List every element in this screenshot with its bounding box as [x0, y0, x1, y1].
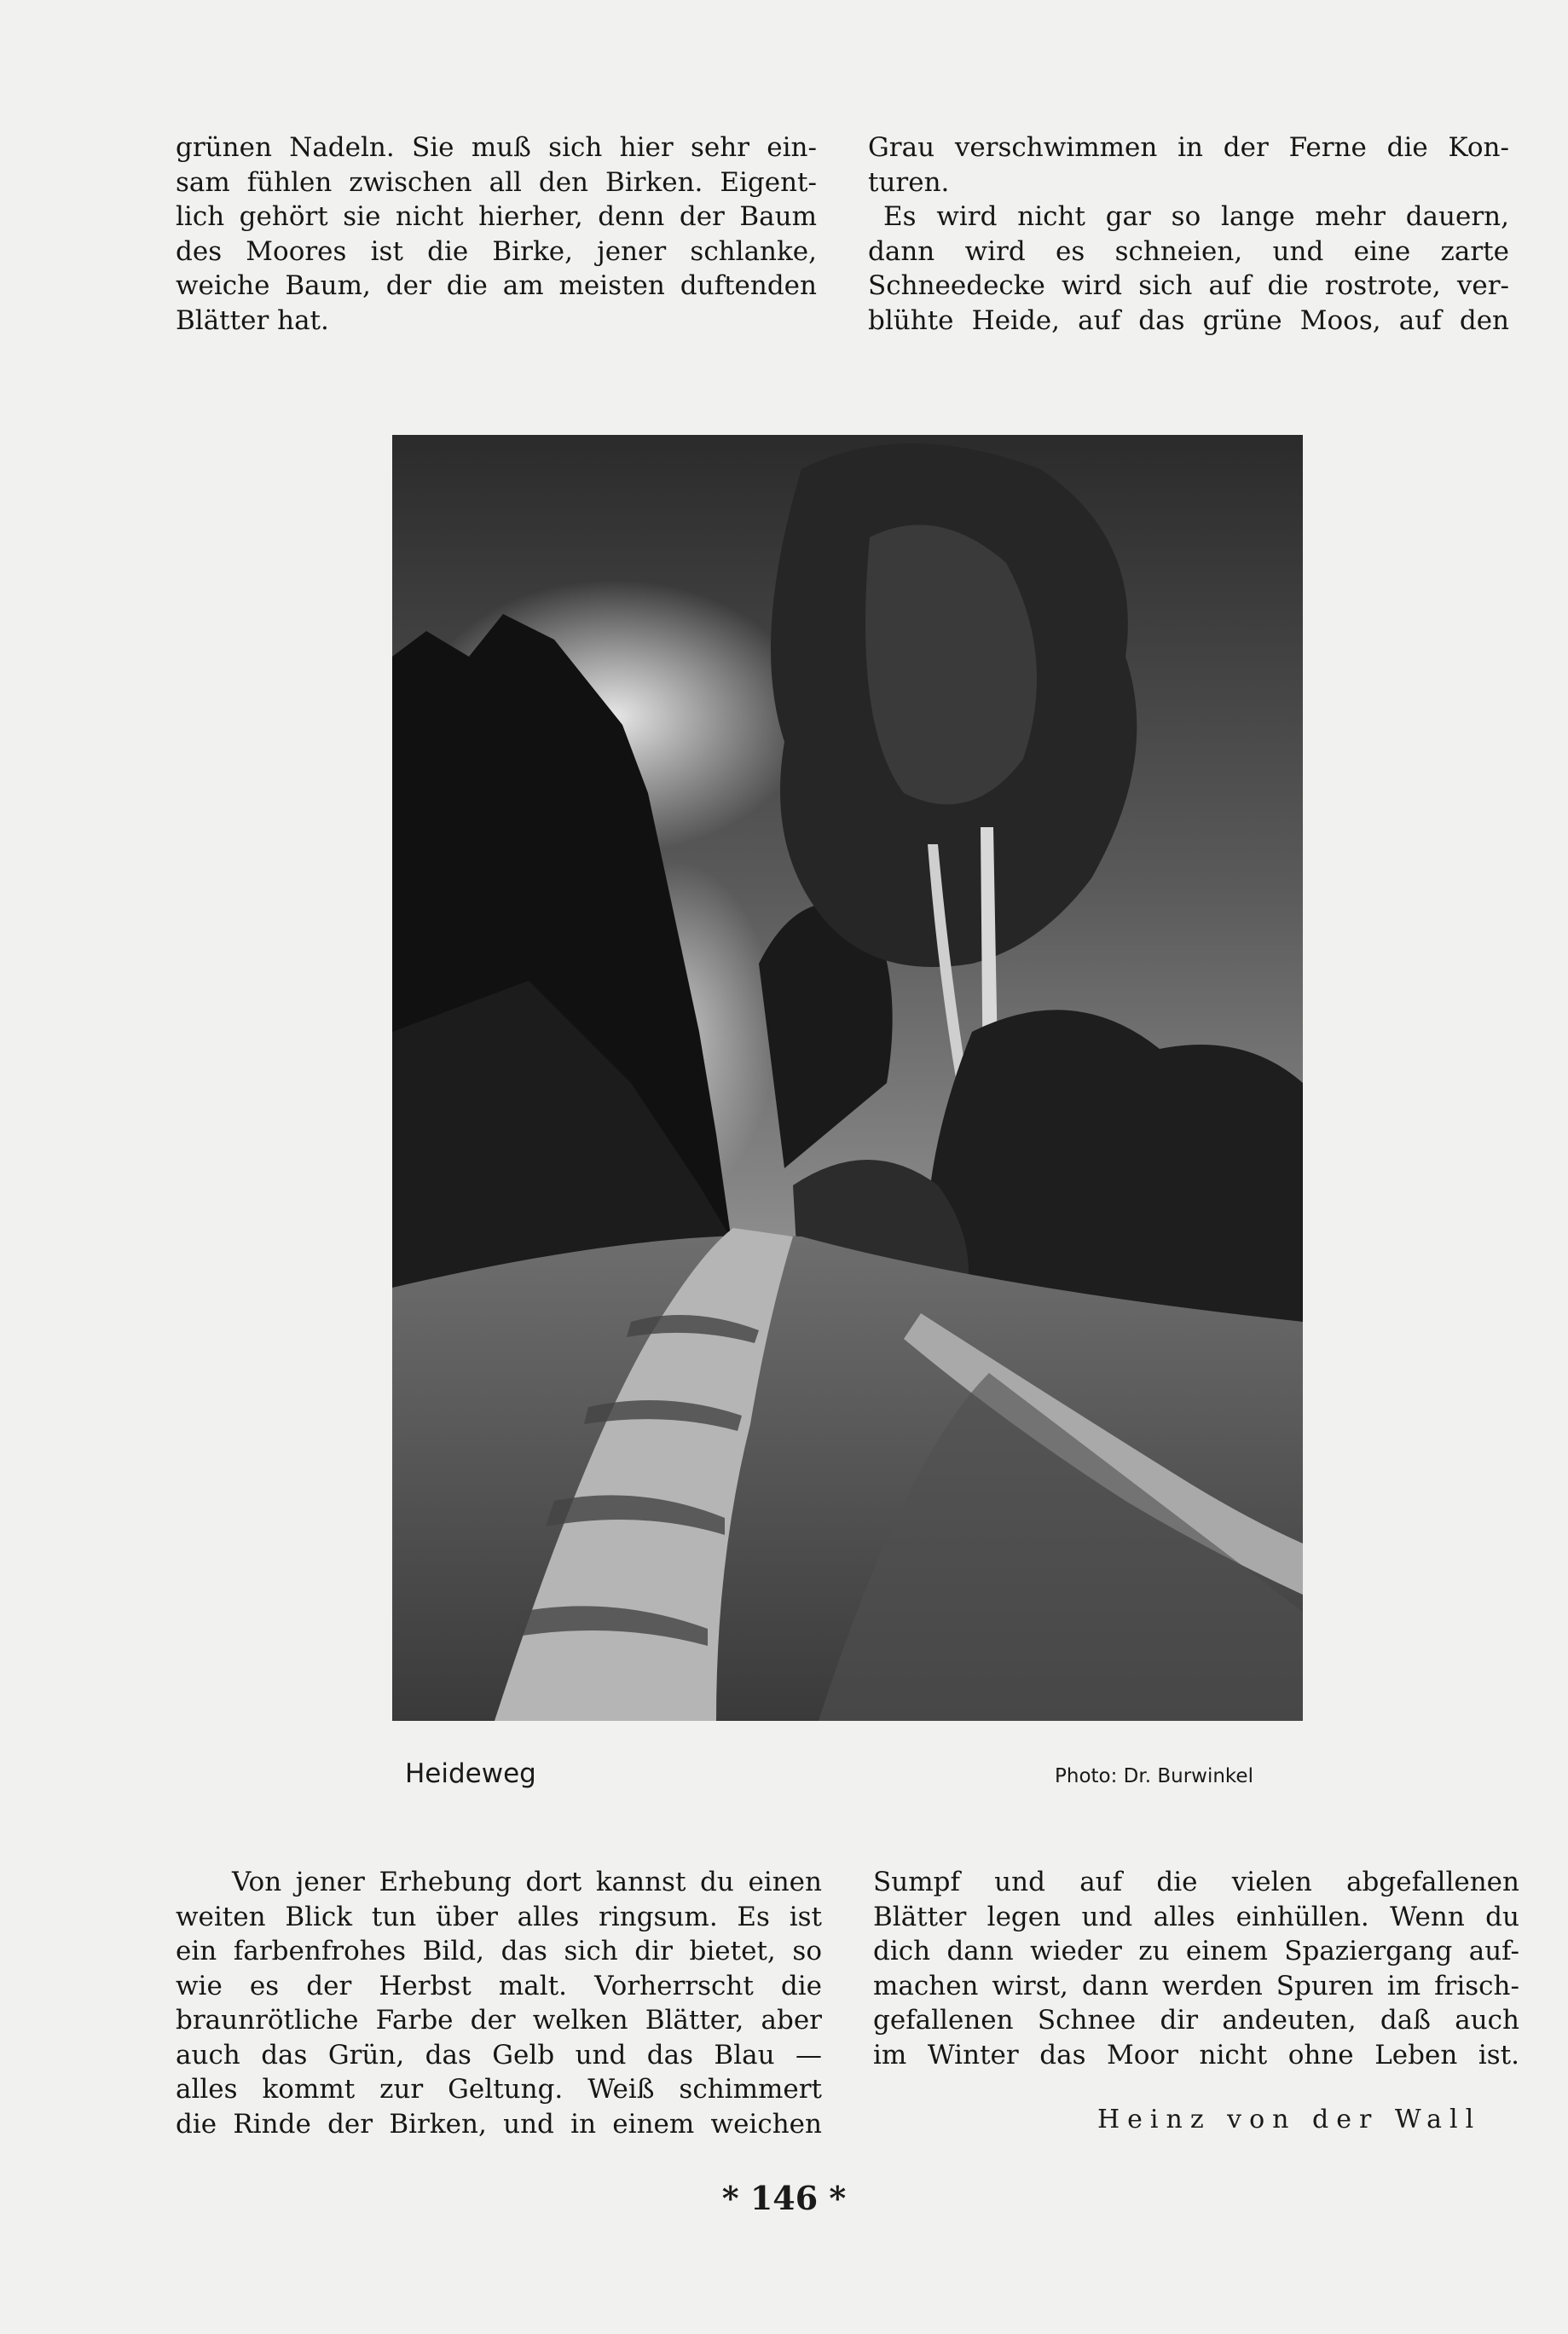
text-column-top-left	[176, 130, 817, 338]
text-line: Sumpf und auf die vielen abgefallenen	[873, 1867, 1519, 1897]
text-column-bottom-left	[176, 1865, 822, 2141]
text-line: des Moores ist die Birke, jener schlanke,	[176, 235, 817, 267]
text-column-top-right	[868, 130, 1509, 338]
text-line: gefallenen Schnee dir andeuten, daß auch	[873, 2005, 1519, 2036]
text-line: turen.	[868, 166, 950, 198]
heath-path-photo	[392, 435, 1303, 1721]
photo-illustration	[392, 435, 1303, 1721]
text-line: auch das Grün, das Gelb und das Blau —	[176, 2039, 822, 2070]
page-number: * 146 *	[721, 2179, 847, 2217]
text-line: sam fühlen zwischen all den Birken. Eigent-	[176, 166, 817, 198]
text-line: die Rinde der Birken, und in einem weichen	[176, 2108, 822, 2140]
author-signature: Heinz von der Wall	[1097, 2105, 1482, 2134]
text-line: braunrötliche Farbe der welken Blätter, aber	[176, 2005, 822, 2036]
photo-credit: Photo: Dr. Burwinkel	[1055, 1765, 1253, 1787]
text-line: machen wirst, dann werden Spuren im frisch-	[873, 1970, 1519, 2001]
text-line: dann wird es schneien, und eine zarte	[868, 235, 1509, 267]
text-line: weiche Baum, der die am meisten duftenden	[176, 270, 817, 301]
text-line: Blätter hat.	[176, 304, 329, 336]
text-line: Schneedecke wird sich auf die rostrote, ver-	[868, 270, 1509, 301]
text-line: Blätter legen und alles einhüllen. Wenn du	[873, 1901, 1519, 1932]
text-line: blühte Heide, auf das grüne Moos, auf den	[868, 304, 1509, 336]
photo-caption: Heideweg	[405, 1758, 536, 1789]
text-line: im Winter das Moor nicht ohne Leben ist.	[873, 2039, 1519, 2070]
text-line: lich gehört sie nicht hierher, denn der Baum	[176, 201, 817, 232]
text-line: Grau verschwimmen in der Ferne die Kon-	[868, 132, 1509, 163]
text-line: Von jener Erhebung dort kannst du einen	[232, 1867, 822, 1897]
text-line: Es wird nicht gar so lange mehr dauern,	[883, 201, 1509, 232]
text-column-bottom-right	[873, 1865, 1519, 2072]
text-line: ein farbenfrohes Bild, das sich dir bietet, so	[176, 1936, 822, 1966]
text-line: dich dann wieder zu einem Spaziergang auf-	[873, 1936, 1519, 1966]
text-line: grünen Nadeln. Sie muß sich hier sehr ein-	[176, 132, 817, 163]
text-line: wie es der Herbst malt. Vorherrscht die	[176, 1970, 822, 2001]
text-line: weiten Blick tun über alles ringsum. Es ist	[176, 1901, 822, 1932]
text-line: alles kommt zur Geltung. Weiß schimmert	[176, 2074, 822, 2105]
